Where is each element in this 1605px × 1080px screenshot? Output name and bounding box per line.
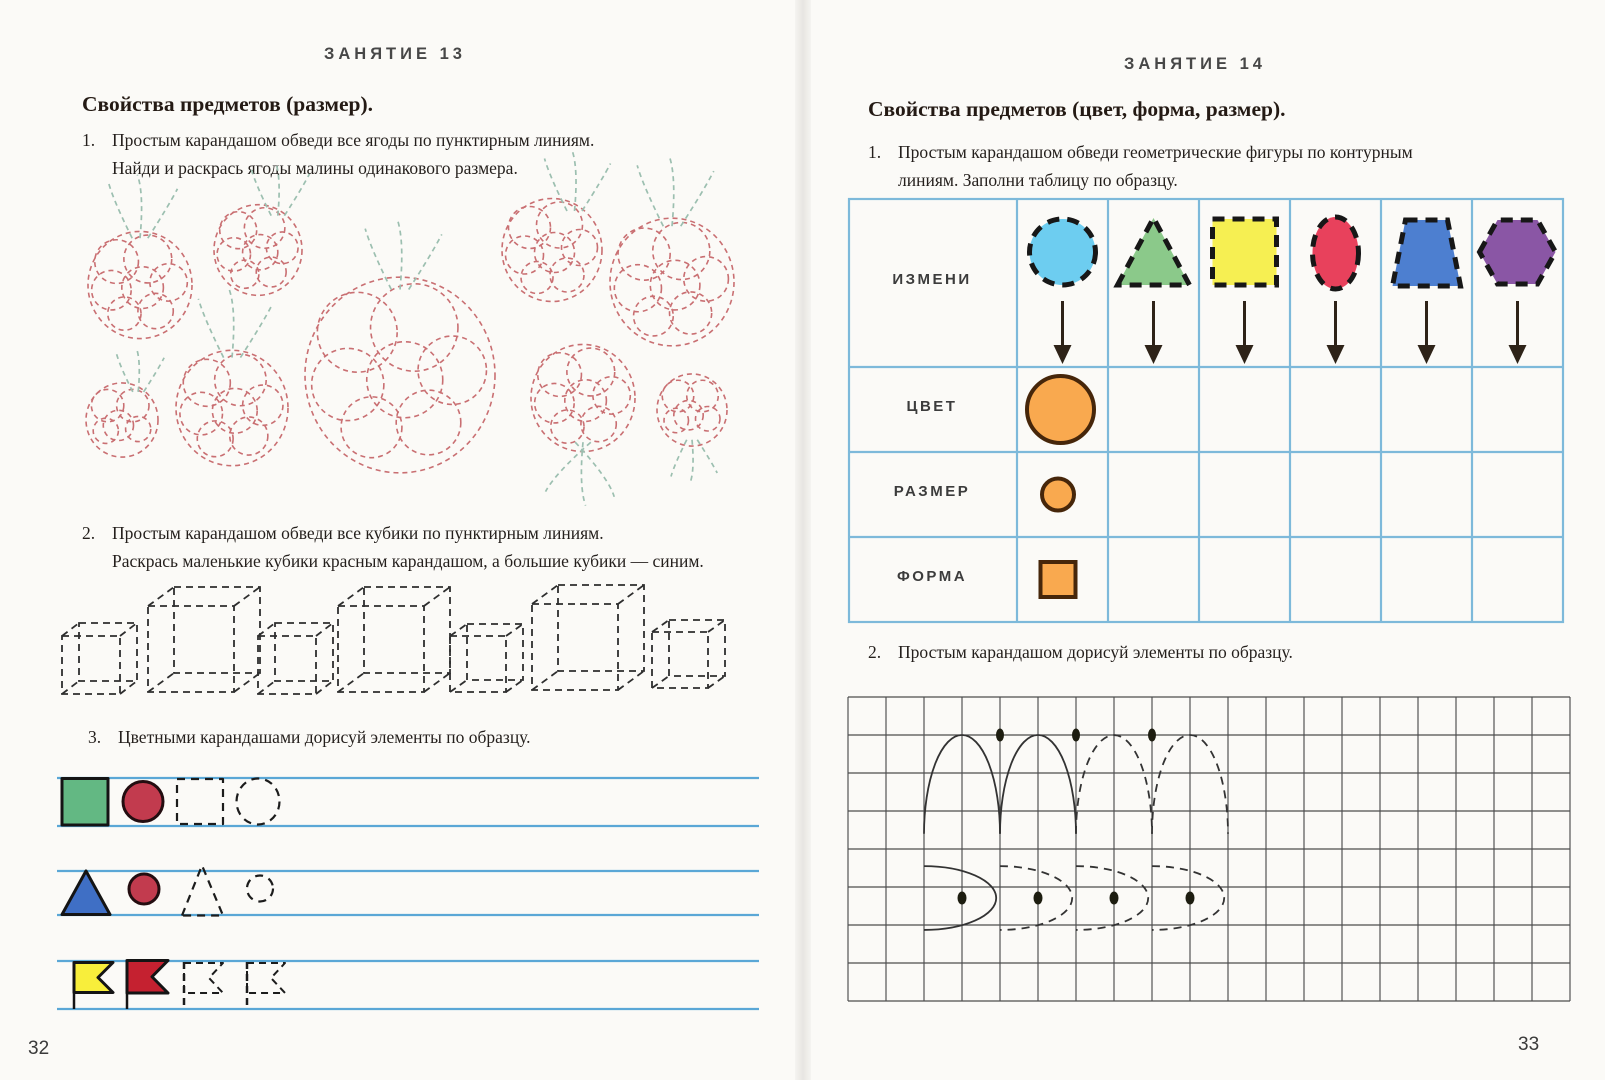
down-arrow	[1327, 301, 1345, 364]
pattern-dot	[1034, 892, 1043, 905]
table-row-label-izmeni: ИЗМЕНИ	[892, 271, 972, 288]
pattern-dot	[958, 892, 967, 905]
task-text: Простым карандашом дорисуй элементы по образцу.	[898, 642, 1293, 662]
flag-sample	[74, 962, 113, 1010]
down-arrow	[1145, 301, 1163, 364]
left-worksheet-title: Свойства предметов (размер).	[82, 92, 373, 116]
raspberry-leaves-outline	[365, 219, 442, 290]
raspberry-leaves-outline	[109, 175, 178, 238]
down-arrow	[1236, 301, 1254, 364]
raspberry-outline	[176, 289, 288, 465]
task-text: Простым карандашом обведи все кубики по пунктирным линиям. Раскрась маленькие кубики красным карандашом, а большие кубики — синим.	[112, 523, 704, 571]
raspberry-outline	[610, 155, 734, 345]
raspberry-leaves-outline	[117, 348, 165, 392]
task-text: Цветными карандашами дорисуй элементы по образцу.	[118, 727, 531, 747]
example-size-circle	[1042, 479, 1074, 511]
flag-sample	[127, 960, 168, 1010]
table-row-label-tsvet: ЦВЕТ	[906, 398, 958, 415]
dashed-circle-outline	[237, 779, 280, 825]
example-color-circle	[1027, 376, 1094, 443]
left-task-3	[88, 723, 768, 751]
cubes-tracing-illustration	[50, 578, 765, 710]
raspberries-tracing-illustration	[55, 190, 765, 508]
change-shape-circle	[1030, 219, 1096, 285]
dashed-circle-outline	[247, 876, 273, 902]
copy-pattern-grid	[845, 678, 1573, 1012]
task-number: 1.	[82, 130, 96, 150]
change-shape-triangle	[1118, 218, 1190, 285]
pattern-dot	[1072, 729, 1080, 742]
pattern-dot	[1148, 729, 1156, 742]
pattern-dot	[1110, 892, 1119, 905]
left-task-1	[82, 126, 762, 182]
red-circle-sample	[123, 782, 163, 822]
change-shape-square	[1213, 219, 1277, 285]
pattern-dot	[996, 729, 1004, 742]
page-number-left: 32	[28, 1038, 50, 1059]
green-square-sample	[62, 779, 108, 826]
right-worksheet-title: Свойства предметов (цвет, форма, размер).	[868, 97, 1286, 121]
left-task-2	[82, 519, 772, 575]
cube-outline	[258, 623, 333, 694]
cube-outline	[532, 585, 644, 690]
task-number: 2.	[868, 642, 882, 662]
page-number-right: 33	[1518, 1034, 1540, 1055]
dashed-square-outline	[177, 779, 223, 824]
right-task-2	[868, 638, 1548, 666]
right-task-1	[868, 138, 1548, 194]
down-arrow	[1054, 301, 1072, 364]
raspberry-outline	[657, 374, 727, 483]
raspberry-outline	[305, 219, 495, 473]
table-row-label-razmer: РАЗМЕР	[893, 483, 971, 500]
pattern-dot	[1186, 892, 1195, 905]
task-number: 3.	[88, 727, 102, 747]
table-row-label-forma: ФОРМА	[896, 568, 968, 585]
cube-outline	[148, 587, 260, 692]
down-arrow	[1509, 301, 1527, 364]
task-text: Простым карандашом обведи все ягоды по пунктирным линиям. Найди и раскрась ягоды малины одинакового размера.	[112, 130, 595, 178]
raspberry-leaves-outline	[198, 289, 272, 357]
raspberry-outline	[531, 344, 635, 505]
raspberry-leaves-outline	[671, 440, 717, 483]
change-shape-hexagon	[1480, 220, 1556, 284]
raspberry-outline	[86, 348, 164, 457]
red-circle-sample	[129, 874, 159, 904]
cube-outline	[62, 623, 137, 694]
example-shape-square	[1041, 562, 1076, 597]
dashed-flag-outline	[184, 962, 223, 1009]
task-text: Простым карандашом обведи геометрические фигуры по контурным линиям. Заполни таблицу по образцу.	[898, 142, 1413, 190]
down-arrow	[1418, 301, 1436, 364]
book-spine-shadow	[795, 0, 811, 1080]
cube-outline	[652, 620, 725, 688]
change-shape-trapezoid	[1393, 220, 1461, 286]
pattern-rows-illustration	[55, 750, 765, 1022]
blue-triangle-sample	[62, 871, 110, 915]
cube-outline	[338, 587, 450, 692]
dashed-flag-outline	[247, 962, 285, 1009]
task-number: 2.	[82, 523, 96, 543]
raspberry-outline	[88, 175, 192, 339]
square-grid	[848, 697, 1570, 1001]
dashed-triangle-outline	[182, 866, 223, 916]
lesson-13-header: ЗАНЯТИЕ 13	[324, 45, 466, 63]
change-shape-ellipse	[1313, 217, 1359, 289]
cube-outline	[450, 624, 523, 692]
lesson-14-header: ЗАНЯТИЕ 14	[1124, 55, 1266, 73]
task-number: 1.	[868, 142, 882, 162]
